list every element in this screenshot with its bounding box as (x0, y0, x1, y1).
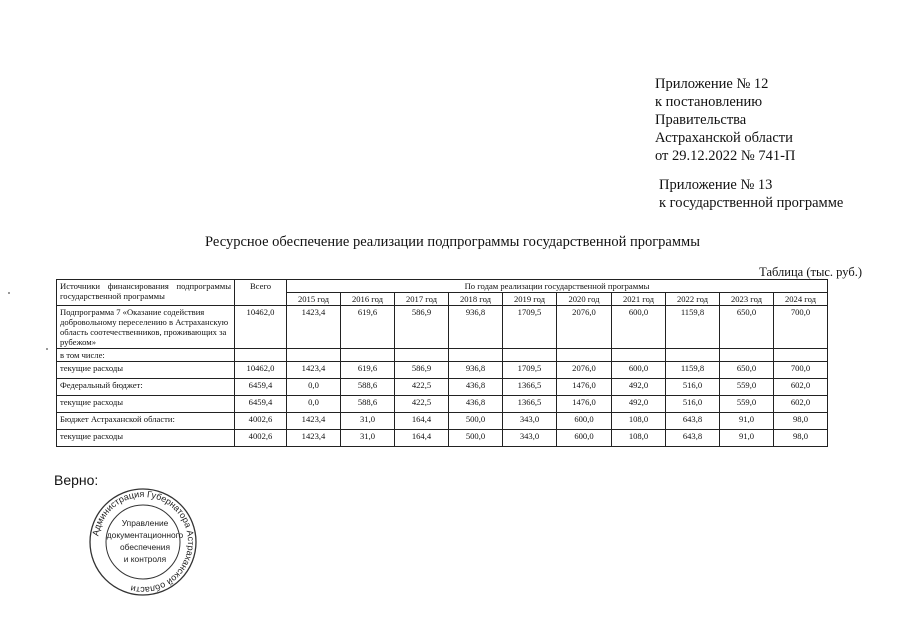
seal-ring-text: Администрация Губернатора Астраханской области (90, 488, 197, 596)
row-year-value: 31,0 (341, 430, 395, 447)
row-year-value: 1423,4 (287, 362, 341, 379)
empty-cell (612, 349, 666, 362)
row-source-name: Подпрограмма 7 «Оказание содействия добровольному переселению в Астраханскую область соотечественников, проживающих за рубежом» (57, 306, 235, 349)
scan-speck (46, 348, 48, 350)
row-year-value: 643,8 (666, 413, 720, 430)
row-year-value: 602,0 (774, 396, 828, 413)
year-header: 2024 год (774, 293, 828, 306)
year-header: 2016 год (341, 293, 395, 306)
empty-cell (235, 349, 287, 362)
row-year-value: 0,0 (287, 379, 341, 396)
row-total: 10462,0 (235, 306, 287, 349)
row-year-value: 31,0 (341, 413, 395, 430)
row-year-value: 492,0 (612, 396, 666, 413)
row-year-value: 600,0 (557, 413, 612, 430)
appendix-13-block (659, 176, 843, 212)
empty-cell (341, 349, 395, 362)
including-label: в том числе: (57, 349, 235, 362)
row-year-value: 1709,5 (503, 362, 557, 379)
row-year-value: 91,0 (720, 430, 774, 447)
empty-cell (720, 349, 774, 362)
empty-cell (395, 349, 449, 362)
seal-center-line: Управление (121, 518, 169, 528)
document-title: Ресурсное обеспечение реализации подпрограммы государственной программы (205, 234, 700, 250)
row-year-value: 936,8 (449, 306, 503, 349)
row-year-value: 700,0 (774, 362, 828, 379)
row-year-value: 492,0 (612, 379, 666, 396)
row-year-value: 1423,4 (287, 413, 341, 430)
appendix-12-line: к постановлению (655, 94, 763, 110)
appendix-12-line: Приложение № 12 (655, 76, 769, 92)
row-year-value: 600,0 (557, 430, 612, 447)
row-year-value: 108,0 (612, 413, 666, 430)
year-header: 2022 год (666, 293, 720, 306)
row-year-value: 650,0 (720, 306, 774, 349)
row-year-value: 600,0 (612, 306, 666, 349)
row-year-value: 619,6 (341, 362, 395, 379)
row-year-value: 588,6 (341, 396, 395, 413)
row-year-value: 1159,8 (666, 306, 720, 349)
row-year-value: 422,5 (395, 396, 449, 413)
row-year-value: 1423,4 (287, 430, 341, 447)
row-year-value: 586,9 (395, 362, 449, 379)
year-header: 2017 год (395, 293, 449, 306)
row-total: 6459,4 (235, 396, 287, 413)
official-seal-stamp (78, 486, 208, 598)
row-year-value: 1366,5 (503, 379, 557, 396)
year-header: 2021 год (612, 293, 666, 306)
row-year-value: 1709,5 (503, 306, 557, 349)
empty-cell (557, 349, 612, 362)
row-year-value: 98,0 (774, 413, 828, 430)
row-source-name: Бюджет Астраханской области: (57, 413, 235, 430)
seal-center-line: и контроля (123, 554, 167, 564)
row-year-value: 1423,4 (287, 306, 341, 349)
table-row (57, 396, 828, 413)
row-year-value: 1476,0 (557, 396, 612, 413)
row-year-value: 586,9 (395, 306, 449, 349)
row-year-value: 559,0 (720, 396, 774, 413)
appendix-12-line: Правительства (655, 112, 747, 128)
row-year-value: 436,8 (449, 379, 503, 396)
header-years-group: По годам реализации государственной программы (287, 280, 828, 293)
seal-center-line: обеспечения (120, 542, 170, 552)
row-year-value: 164,4 (395, 430, 449, 447)
row-total: 6459,4 (235, 379, 287, 396)
row-total: 10462,0 (235, 362, 287, 379)
row-year-value: 559,0 (720, 379, 774, 396)
seal-center-line: документационного (106, 530, 184, 540)
row-year-value: 91,0 (720, 413, 774, 430)
year-header: 2023 год (720, 293, 774, 306)
header-source: Источники финансирования подпрограммы государственной программы (57, 280, 235, 306)
row-total: 4002,6 (235, 430, 287, 447)
row-source-name: текущие расходы (57, 362, 235, 379)
row-year-value: 1476,0 (557, 379, 612, 396)
appendix-12-line: Астраханской области (655, 130, 793, 146)
year-header: 2020 год (557, 293, 612, 306)
appendix-13-line: к государственной программе (659, 195, 844, 211)
year-header: 2015 год (287, 293, 341, 306)
row-year-value: 343,0 (503, 413, 557, 430)
empty-cell (666, 349, 720, 362)
row-year-value: 600,0 (612, 362, 666, 379)
appendix-12-block (655, 75, 795, 165)
table-row (57, 430, 828, 447)
row-year-value: 436,8 (449, 396, 503, 413)
row-year-value: 602,0 (774, 379, 828, 396)
table-row (57, 379, 828, 396)
row-year-value: 588,6 (341, 379, 395, 396)
table-row (57, 362, 828, 379)
table-row (57, 413, 828, 430)
row-year-value: 643,8 (666, 430, 720, 447)
row-year-value: 936,8 (449, 362, 503, 379)
row-year-value: 500,0 (449, 430, 503, 447)
row-year-value: 516,0 (666, 379, 720, 396)
empty-cell (449, 349, 503, 362)
row-year-value: 98,0 (774, 430, 828, 447)
table-caption: Таблица (тыс. руб.) (759, 265, 862, 279)
row-total: 4002,6 (235, 413, 287, 430)
row-year-value: 650,0 (720, 362, 774, 379)
header-total: Всего (235, 280, 287, 306)
row-year-value: 108,0 (612, 430, 666, 447)
year-header: 2018 год (449, 293, 503, 306)
row-year-value: 500,0 (449, 413, 503, 430)
verno-label: Верно: (54, 472, 99, 488)
including-row (57, 349, 828, 362)
appendix-13-line: Приложение № 13 (659, 177, 773, 193)
row-year-value: 343,0 (503, 430, 557, 447)
row-source-name: текущие расходы (57, 396, 235, 413)
row-source-name: текущие расходы (57, 430, 235, 447)
row-year-value: 2076,0 (557, 306, 612, 349)
scan-speck (8, 292, 10, 294)
row-year-value: 700,0 (774, 306, 828, 349)
empty-cell (774, 349, 828, 362)
table-row (57, 306, 828, 349)
resource-table (56, 279, 828, 447)
appendix-12-line: от 29.12.2022 № 741-П (655, 148, 796, 164)
row-year-value: 1366,5 (503, 396, 557, 413)
empty-cell (287, 349, 341, 362)
row-year-value: 0,0 (287, 396, 341, 413)
row-year-value: 2076,0 (557, 362, 612, 379)
row-year-value: 619,6 (341, 306, 395, 349)
row-source-name: Федеральный бюджет: (57, 379, 235, 396)
row-year-value: 1159,8 (666, 362, 720, 379)
row-year-value: 516,0 (666, 396, 720, 413)
row-year-value: 164,4 (395, 413, 449, 430)
row-year-value: 422,5 (395, 379, 449, 396)
empty-cell (503, 349, 557, 362)
year-header: 2019 год (503, 293, 557, 306)
